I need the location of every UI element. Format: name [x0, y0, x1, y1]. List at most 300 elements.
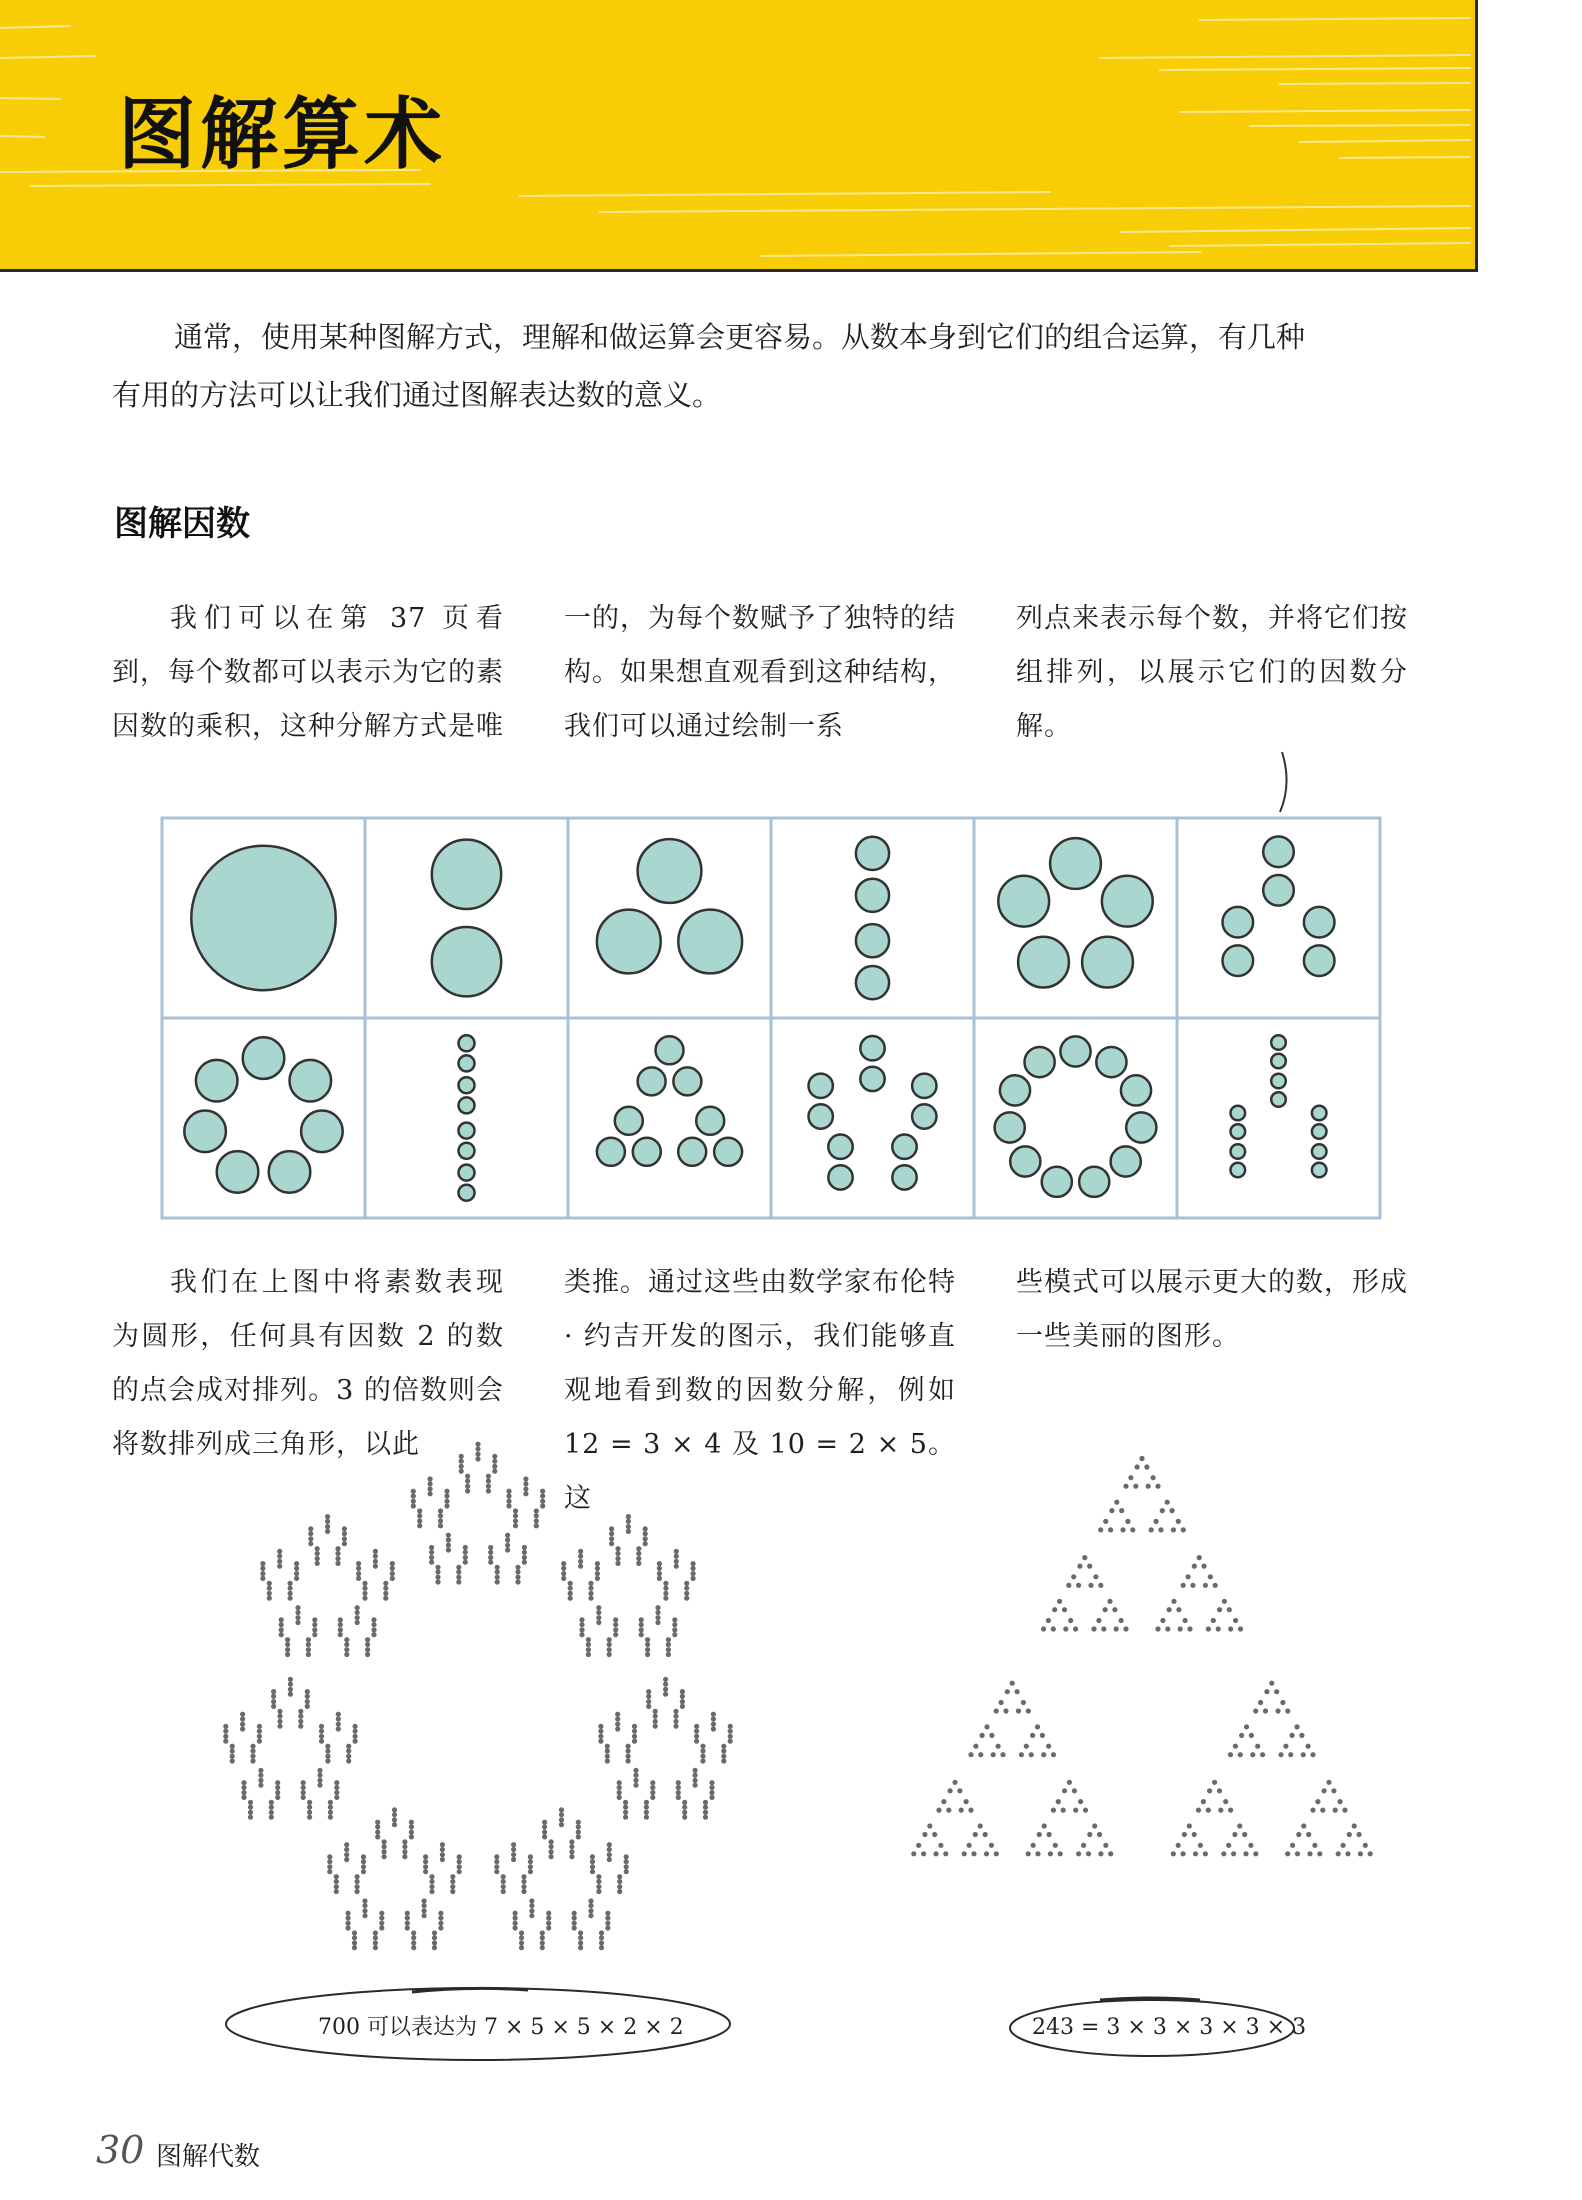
- fractal-dot: [422, 1903, 427, 1908]
- fractal-dot: [613, 1622, 618, 1627]
- fractal-dot: [1206, 1808, 1211, 1813]
- fractal-dot: [1042, 1823, 1047, 1828]
- fractal-dot: [633, 1783, 638, 1788]
- fractal-dot: [463, 1555, 468, 1560]
- fractal-dot: [298, 1709, 303, 1714]
- fractal-dot: [423, 1864, 428, 1869]
- fractal-dot: [319, 1729, 324, 1734]
- fractal-dot: [288, 1596, 293, 1601]
- fractal-dot: [546, 1921, 551, 1926]
- fractal-dot: [1077, 1564, 1082, 1569]
- fractal-dot: [288, 1591, 293, 1596]
- fractal-dot: [1207, 1788, 1212, 1793]
- fractal-dot: [709, 1795, 714, 1800]
- fractal-dot: [674, 1564, 679, 1569]
- fractal-dot: [429, 1550, 434, 1555]
- fractal-dot: [1201, 1799, 1206, 1804]
- fractal-dot: [703, 1800, 708, 1805]
- fractal-dot: [578, 1549, 583, 1554]
- fractal-dot: [312, 1627, 317, 1632]
- fractal-dot: [561, 1571, 566, 1576]
- fractal-dot: [632, 1739, 637, 1744]
- fractal-dot: [578, 1559, 583, 1564]
- fractal-dot: [1233, 1744, 1238, 1749]
- fractal-dot: [579, 1627, 584, 1632]
- fractal-dot: [1203, 1851, 1208, 1856]
- fractal-dot: [444, 1503, 449, 1508]
- fractal-dot: [657, 1576, 662, 1581]
- fractal-dot: [1347, 1832, 1352, 1837]
- fractal-dot: [572, 1911, 577, 1916]
- fractal-dot: [959, 1808, 964, 1813]
- fractal-dot: [700, 1748, 705, 1753]
- fractal-dot: [342, 1531, 347, 1536]
- fractal-dot: [423, 1854, 428, 1859]
- fractal-dot: [275, 1795, 280, 1800]
- fractal-dot: [488, 1550, 493, 1555]
- fractal-dot: [693, 1783, 698, 1788]
- fractal-dot: [693, 1768, 698, 1773]
- fractal-dot: [392, 1817, 397, 1822]
- fractal-dot: [294, 1561, 299, 1566]
- para1-col1: 我们可以在第 37 页看到，每个数都可以表示为它的素因数的乘积，这种分解方式是唯: [112, 603, 504, 742]
- fractal-dot: [325, 1754, 330, 1759]
- fractal-dot: [1299, 1733, 1304, 1738]
- fractal-dot: [1128, 1475, 1133, 1480]
- fractal-dot: [375, 1830, 380, 1835]
- fractal-dot: [361, 1859, 366, 1864]
- fractal-dot: [305, 1704, 310, 1709]
- fractal-dot: [1037, 1832, 1042, 1837]
- fractal-dot: [534, 1513, 539, 1518]
- fractal-dot: [933, 1851, 938, 1856]
- fractal-dot: [511, 1852, 516, 1857]
- fractal-dot: [1288, 1752, 1293, 1757]
- fractal-dot: [352, 1930, 357, 1935]
- fractal-dot: [519, 1945, 524, 1950]
- fractal-dot: [711, 1712, 716, 1717]
- fractal-dot: [1274, 1689, 1279, 1694]
- fractal-dot: [711, 1716, 716, 1721]
- fractal-dot: [609, 1526, 614, 1531]
- fractal-dot: [450, 1889, 455, 1894]
- fractal-dot: [373, 1549, 378, 1554]
- fractal-dot: [285, 1637, 290, 1642]
- fractal-dot: [355, 1884, 360, 1889]
- fractal-dot: [457, 1869, 462, 1874]
- fractal-dot: [307, 1810, 312, 1815]
- fractal-dot: [607, 1847, 612, 1852]
- fractal-dot: [475, 1442, 480, 1447]
- fractal-dot: [615, 1561, 620, 1566]
- fractal-dot: [240, 1716, 245, 1721]
- fractal-dot: [626, 1744, 631, 1749]
- fractal-dot: [365, 1642, 370, 1647]
- fractal-dot: [578, 1564, 583, 1569]
- fractal-dot: [1280, 1700, 1285, 1705]
- fractal-dot: [624, 1864, 629, 1869]
- fractal-dot: [346, 1911, 351, 1916]
- fractal-dot: [277, 1724, 282, 1729]
- fractal-dot: [432, 1945, 437, 1950]
- fractal-dot: [590, 1859, 595, 1864]
- fractal-dot: [653, 1709, 658, 1714]
- fractal-dot: [446, 1547, 451, 1552]
- fractal-dot: [1107, 1599, 1112, 1604]
- fractal-dot: [1114, 1500, 1119, 1505]
- fractal-dot: [438, 1921, 443, 1926]
- fractal-dot: [663, 1591, 668, 1596]
- fractal-dot: [561, 1576, 566, 1581]
- fractal-dot: [588, 1903, 593, 1908]
- fractal-dot: [492, 1469, 497, 1474]
- fractal-dot: [250, 1754, 255, 1759]
- fractal-dot: [277, 1554, 282, 1559]
- fractal-dot: [294, 1566, 299, 1571]
- fractal-dot: [328, 1805, 333, 1810]
- fractal-dot: [521, 1879, 526, 1884]
- fractal-dot: [1046, 1618, 1051, 1623]
- fractal-dot: [241, 1795, 246, 1800]
- fractal-dot: [494, 1869, 499, 1874]
- fractal-dot: [1029, 1752, 1034, 1757]
- fractal-dot: [644, 1815, 649, 1820]
- fractal-dot: [1357, 1832, 1362, 1837]
- fractal-dot: [277, 1714, 282, 1719]
- fractal-dot: [267, 1591, 272, 1596]
- fractal-dot: [294, 1571, 299, 1576]
- fractal-dot: [1081, 1843, 1086, 1848]
- fractal-dot: [673, 1714, 678, 1719]
- fractal-dot: [1336, 1851, 1341, 1856]
- fractal-dot: [1087, 1564, 1092, 1569]
- para1-col2: 一的，为每个数赋予了独特的结构。如果想直观看到这种结构，我们可以通过绘制一系: [564, 603, 956, 742]
- fractal-dot: [590, 1869, 595, 1874]
- fractal-dot: [590, 1864, 595, 1869]
- fractal-dot: [269, 1815, 274, 1820]
- fractal-dot: [336, 1722, 341, 1727]
- fractal-dot: [1139, 1456, 1144, 1461]
- fractal-dot: [405, 1911, 410, 1916]
- fractal-dot: [546, 1911, 551, 1916]
- fractal-dot: [1087, 1832, 1092, 1837]
- fractal-dot: [505, 1537, 510, 1542]
- fractal-dot: [511, 1847, 516, 1852]
- fractal-dot: [277, 1559, 282, 1564]
- fractal-dot: [1086, 1851, 1091, 1856]
- fractal-dot: [672, 1627, 677, 1632]
- fractal-dot: [617, 1785, 622, 1790]
- fractal-dot: [523, 1486, 528, 1491]
- fractal-dot: [569, 1839, 574, 1844]
- fractal-dot: [1144, 1464, 1149, 1469]
- fractal-dot: [1101, 1626, 1106, 1631]
- fractal-dot: [1187, 1626, 1192, 1631]
- fractal-dot: [519, 1930, 524, 1935]
- fractal-dot: [943, 1851, 948, 1856]
- fractal-dot: [486, 1484, 491, 1489]
- fractal-dot: [609, 1541, 614, 1546]
- fractal-dot: [295, 1605, 300, 1610]
- fractal-dot: [429, 1555, 434, 1560]
- fractal-dot: [432, 1940, 437, 1945]
- fractal-dot: [295, 1610, 300, 1615]
- fractal-dot: [440, 1847, 445, 1852]
- fractal-dot: [540, 1940, 545, 1945]
- fractal-dot: [307, 1815, 312, 1820]
- fractal-dot: [617, 1884, 622, 1889]
- fractal-dot: [1103, 1843, 1108, 1848]
- fractal-dot: [319, 1724, 324, 1729]
- fractal-dot: [672, 1622, 677, 1627]
- fractal-dot: [288, 1677, 293, 1682]
- fractal-dot: [576, 1830, 581, 1835]
- fractal-dot: [444, 1493, 449, 1498]
- fractal-dot: [542, 1830, 547, 1835]
- fractal-dot: [409, 1830, 414, 1835]
- fractal-dot: [382, 1844, 387, 1849]
- fractal-dot: [361, 1869, 366, 1874]
- fractal-dot: [1015, 1689, 1020, 1694]
- fractal-dot: [1255, 1744, 1260, 1749]
- fractal-dot: [275, 1780, 280, 1785]
- section-heading: 图解因数: [114, 504, 250, 544]
- fractal-dot: [1052, 1607, 1057, 1612]
- fractal-dot: [596, 1615, 601, 1620]
- fractal-dot: [666, 1642, 671, 1647]
- fractal-dot: [579, 1632, 584, 1637]
- fractal-dot: [271, 1689, 276, 1694]
- fractal-dot: [402, 1854, 407, 1859]
- fractal-dot: [298, 1714, 303, 1719]
- fractal-dot: [1333, 1808, 1338, 1813]
- fractal-dot: [240, 1712, 245, 1717]
- fractal-dot: [1123, 1484, 1128, 1489]
- fractal-dot: [588, 1908, 593, 1913]
- fractal-dot: [295, 1620, 300, 1625]
- fractal-dot: [1294, 1724, 1299, 1729]
- fractal-dot: [674, 1554, 679, 1559]
- fractal-dot: [643, 1536, 648, 1541]
- fractal-dot: [336, 1716, 341, 1721]
- fractal-dot: [383, 1586, 388, 1591]
- fractal-dot: [605, 1925, 610, 1930]
- fractal-dot: [288, 1581, 293, 1586]
- fractal-dot: [1331, 1788, 1336, 1793]
- fractal-dot: [334, 1884, 339, 1889]
- fractal-dot: [609, 1536, 614, 1541]
- fractal-dot: [615, 1556, 620, 1561]
- fractal-dot: [277, 1709, 282, 1714]
- fractal-dot: [1068, 1618, 1073, 1623]
- fractal-dot: [475, 1456, 480, 1461]
- fractal-dot: [1310, 1808, 1315, 1813]
- fractal-dot: [693, 1773, 698, 1778]
- fractal-dot: [1133, 1484, 1138, 1489]
- fractal-dot: [342, 1526, 347, 1531]
- fractal-dot: [989, 1843, 994, 1848]
- fractal-dot: [911, 1851, 916, 1856]
- fractal-dot: [633, 1768, 638, 1773]
- fractal-dot: [617, 1795, 622, 1800]
- fractal-dot: [1296, 1832, 1301, 1837]
- fractal-dot: [492, 1454, 497, 1459]
- fractal-dot: [344, 1642, 349, 1647]
- fractal-dot: [1269, 1681, 1274, 1686]
- fractal-dot: [1352, 1823, 1357, 1828]
- fractal-dot: [1368, 1851, 1373, 1856]
- fractal-dot: [223, 1729, 228, 1734]
- fractal-dot: [402, 1844, 407, 1849]
- fractal-dot: [308, 1531, 313, 1536]
- fractal-dot: [613, 1617, 618, 1622]
- fractal-dot: [576, 1824, 581, 1829]
- fractal-dot: [1260, 1752, 1265, 1757]
- fractal-dot: [559, 1822, 564, 1827]
- fractal-dot: [465, 1488, 470, 1493]
- fractal-dot: [371, 1622, 376, 1627]
- fractal-dot: [1183, 1618, 1188, 1623]
- fractal-dot: [1363, 1843, 1368, 1848]
- fractal-dot: [248, 1815, 253, 1820]
- fractal-dot: [435, 1565, 440, 1570]
- fractal-dot: [694, 1724, 699, 1729]
- fractal-dot: [429, 1545, 434, 1550]
- fractal-dot: [1171, 1851, 1176, 1856]
- fractal-dot: [336, 1726, 341, 1731]
- fractal-dot: [607, 1637, 612, 1642]
- fractal-dot: [978, 1752, 983, 1757]
- fractal-dot: [258, 1778, 263, 1783]
- fractal-dot: [456, 1565, 461, 1570]
- fractal-dot: [379, 1921, 384, 1926]
- fractal-dot: [721, 1748, 726, 1753]
- fractal-dot: [271, 1704, 276, 1709]
- fractal-dot: [285, 1647, 290, 1652]
- fractal-dot: [334, 1889, 339, 1894]
- fractal-dot: [346, 1754, 351, 1759]
- fractal-dot: [1310, 1752, 1315, 1757]
- fractal-dot: [588, 1596, 593, 1601]
- fractal-dot: [250, 1744, 255, 1749]
- fractal-dot: [632, 1724, 637, 1729]
- fractal-dot: [579, 1617, 584, 1622]
- fractal-dot: [501, 1879, 506, 1884]
- fractal-dot: [1238, 1626, 1243, 1631]
- fractal-dot: [338, 1632, 343, 1637]
- fractal-dot: [342, 1536, 347, 1541]
- fractal-dot: [946, 1808, 951, 1813]
- fractal-dot: [411, 1489, 416, 1494]
- fractal-dot: [529, 1903, 534, 1908]
- fractal-dot: [1046, 1744, 1051, 1749]
- fractal-dot: [572, 1915, 577, 1920]
- fractal-dot: [1233, 1618, 1238, 1623]
- fractal-dot: [362, 1581, 367, 1586]
- fractal-dot: [952, 1780, 957, 1785]
- fractal-dot: [446, 1543, 451, 1548]
- fractal-dot: [615, 1551, 620, 1556]
- fractal-dot: [595, 1561, 600, 1566]
- fractal-dot: [1097, 1832, 1102, 1837]
- fractal-dot: [429, 1879, 434, 1884]
- fractal-dot: [519, 1940, 524, 1945]
- fractal-dot: [576, 1834, 581, 1839]
- fractal-dot: [617, 1889, 622, 1894]
- fractal-dot: [356, 1576, 361, 1581]
- fractal-dot: [495, 1565, 500, 1570]
- fractal-dot: [240, 1722, 245, 1727]
- fractal-dot: [1076, 1583, 1081, 1588]
- fractal-dot: [288, 1692, 293, 1697]
- fractal-dot: [607, 1857, 612, 1862]
- fractal-dot: [494, 1864, 499, 1869]
- fractal-dot: [663, 1677, 668, 1682]
- fractal-dot: [626, 1758, 631, 1763]
- fractal-dot: [373, 1940, 378, 1945]
- fractal-dot: [666, 1637, 671, 1642]
- fractal-dot: [1239, 1733, 1244, 1738]
- fractal-dot: [639, 1627, 644, 1632]
- fractal-dot: [230, 1754, 235, 1759]
- fractal-dot: [534, 1518, 539, 1523]
- fractal-dot: [1312, 1843, 1317, 1848]
- fractal-dot: [511, 1842, 516, 1847]
- figure-243: [911, 1456, 1373, 1857]
- caption-243: 243 = 3 × 3 × 3 × 3 × 3: [1032, 2015, 1307, 2040]
- fractal-dot: [294, 1576, 299, 1581]
- fractal-dot: [1187, 1823, 1192, 1828]
- fractal-dot: [1216, 1626, 1221, 1631]
- fractal-dot: [312, 1617, 317, 1622]
- fractal-dot: [271, 1699, 276, 1704]
- fractal-dot: [328, 1810, 333, 1815]
- fractal-dot: [615, 1712, 620, 1717]
- fractal-dot: [1109, 1508, 1114, 1513]
- fractal-dot: [684, 1581, 689, 1586]
- fractal-dot: [257, 1739, 262, 1744]
- fractal-dot: [540, 1499, 545, 1504]
- fractal-dot: [1096, 1618, 1101, 1623]
- fractal-dot: [250, 1748, 255, 1753]
- fractal-dot: [305, 1699, 310, 1704]
- fractal-dot: [338, 1627, 343, 1632]
- fractal-dot: [984, 1851, 989, 1856]
- fractal-dot: [983, 1832, 988, 1837]
- fractal-dot: [639, 1622, 644, 1627]
- fractal-dot: [440, 1842, 445, 1847]
- fractal-dot: [446, 1537, 451, 1542]
- fractal-dot: [568, 1591, 573, 1596]
- fractal-dot: [1211, 1618, 1216, 1623]
- fractal-dot: [260, 1576, 265, 1581]
- fractal-dot: [643, 1541, 648, 1546]
- fractal-dot: [267, 1596, 272, 1601]
- fractal-dot: [279, 1617, 284, 1622]
- fractal-dot: [617, 1874, 622, 1879]
- fractal-dot: [655, 1605, 660, 1610]
- fractal-dot: [646, 1689, 651, 1694]
- fractal-dot: [352, 1935, 357, 1940]
- fractal-dot: [676, 1780, 681, 1785]
- fractal-dot: [285, 1652, 290, 1657]
- fractal-dot: [307, 1805, 312, 1810]
- fractal-dot: [1228, 1626, 1233, 1631]
- fractal-dot: [325, 1519, 330, 1524]
- intro-paragraph: 通常，使用某种图解方式，理解和做运算会更容易。从数本身到它们的组合运算，有几种有用的方法可以让我们通过图解表达数的意义。: [112, 320, 1306, 412]
- fractal-dot: [916, 1843, 921, 1848]
- fractal-dot: [1320, 1808, 1325, 1813]
